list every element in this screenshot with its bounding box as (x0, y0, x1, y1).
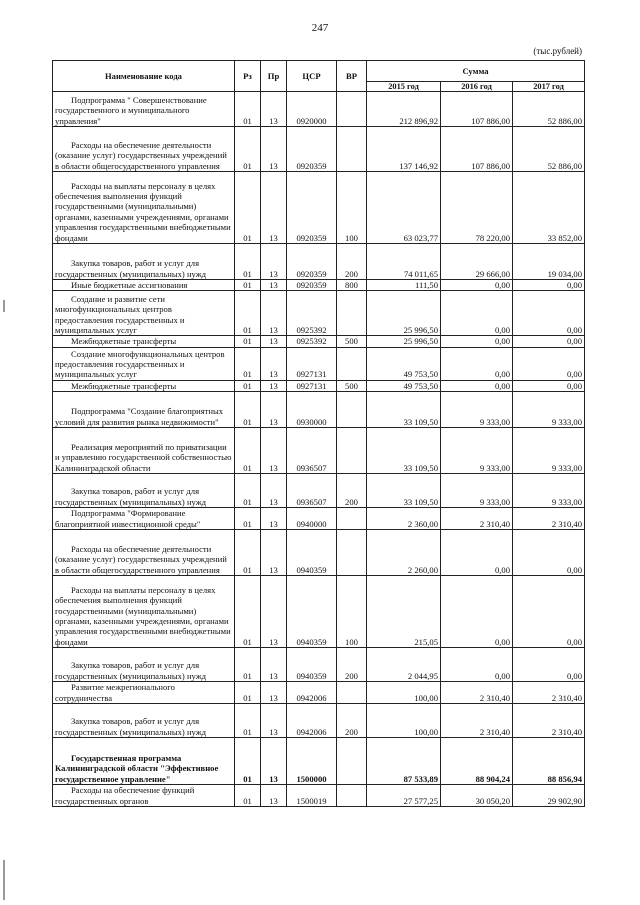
row-pr: 13 (261, 682, 287, 704)
table-row (53, 244, 585, 280)
row-pr: 13 (261, 347, 287, 380)
row-pr: 13 (261, 648, 287, 682)
table-row (53, 785, 585, 807)
row-rz: 01 (235, 576, 261, 648)
header-2017: 2017 год (513, 82, 585, 92)
budget-table (52, 60, 585, 807)
row-value-2016: 0,00 (441, 336, 513, 347)
table-row (53, 576, 585, 648)
row-rz: 01 (235, 347, 261, 380)
table-body (53, 92, 585, 807)
header-pr: Пр (261, 61, 287, 92)
row-value-2016: 2 310,40 (441, 682, 513, 704)
row-pr: 13 (261, 530, 287, 576)
row-value-2016: 107 886,00 (441, 92, 513, 127)
row-name: Закупка товаров, работ и услуг для государственных (муниципальных) нужд (53, 244, 235, 280)
row-value-2017: 0,00 (513, 336, 585, 347)
row-vr: 200 (337, 648, 367, 682)
row-value-2016: 0,00 (441, 291, 513, 336)
header-2015: 2015 год (367, 82, 441, 92)
row-vr (337, 127, 367, 172)
row-pr: 13 (261, 336, 287, 347)
header-rz: Рз (235, 61, 261, 92)
row-name: Развитие межрегионального сотрудничества (53, 682, 235, 704)
row-value-2017: 0,00 (513, 530, 585, 576)
row-value-2016: 2 310,40 (441, 704, 513, 738)
row-pr: 13 (261, 244, 287, 280)
row-value-2015: 33 109,50 (367, 392, 441, 428)
row-value-2016: 78 220,00 (441, 172, 513, 244)
row-csr: 0942006 (287, 682, 337, 704)
row-rz: 01 (235, 127, 261, 172)
page-number: 247 (311, 22, 329, 34)
row-rz: 01 (235, 682, 261, 704)
row-value-2015: 100,00 (367, 704, 441, 738)
row-vr (337, 392, 367, 428)
row-csr: 0920359 (287, 280, 337, 291)
row-name: Расходы на обеспечение деятельности (оказание услуг) государственных учреждений в области общегосударственного управления (53, 530, 235, 576)
table-row (53, 474, 585, 508)
row-value-2015: 27 577,25 (367, 785, 441, 807)
row-value-2016: 9 333,00 (441, 474, 513, 508)
table-row (53, 648, 585, 682)
row-pr: 13 (261, 508, 287, 530)
header-sum: Сумма (367, 61, 585, 82)
row-rz: 01 (235, 474, 261, 508)
row-value-2016: 9 333,00 (441, 392, 513, 428)
row-name: Расходы на обеспечение функций государственных органов (53, 785, 235, 807)
row-value-2017: 52 886,00 (513, 127, 585, 172)
table-row (53, 347, 585, 380)
row-csr: 0920000 (287, 92, 337, 127)
row-value-2015: 100,00 (367, 682, 441, 704)
row-vr (337, 738, 367, 785)
row-vr: 100 (337, 576, 367, 648)
row-value-2015: 49 753,50 (367, 347, 441, 380)
row-pr: 13 (261, 474, 287, 508)
row-csr: 0927131 (287, 347, 337, 380)
row-pr: 13 (261, 428, 287, 474)
row-pr: 13 (261, 785, 287, 807)
row-value-2016: 0,00 (441, 380, 513, 391)
row-csr: 0936507 (287, 474, 337, 508)
table-row (53, 380, 585, 391)
row-pr: 13 (261, 380, 287, 391)
row-rz: 01 (235, 280, 261, 291)
row-vr: 200 (337, 244, 367, 280)
row-pr: 13 (261, 704, 287, 738)
row-rz: 01 (235, 336, 261, 347)
row-pr: 13 (261, 92, 287, 127)
row-csr: 0920359 (287, 244, 337, 280)
table-row (53, 280, 585, 291)
row-rz: 01 (235, 392, 261, 428)
row-value-2016: 29 666,00 (441, 244, 513, 280)
row-value-2015: 33 109,50 (367, 474, 441, 508)
row-pr: 13 (261, 738, 287, 785)
row-rz: 01 (235, 508, 261, 530)
row-value-2016: 88 904,24 (441, 738, 513, 785)
header-csr: ЦСР (287, 61, 337, 92)
table-row (53, 336, 585, 347)
row-vr: 200 (337, 704, 367, 738)
table-row (53, 704, 585, 738)
row-name: Закупка товаров, работ и услуг для государственных (муниципальных) нужд (53, 704, 235, 738)
row-rz: 01 (235, 380, 261, 391)
row-csr: 1500000 (287, 738, 337, 785)
row-name: Межбюджетные трансферты (53, 336, 235, 347)
row-csr: 0940359 (287, 576, 337, 648)
row-vr: 500 (337, 380, 367, 391)
scan-edge-mark (3, 860, 5, 900)
row-value-2015: 25 996,50 (367, 336, 441, 347)
row-value-2017: 29 902,90 (513, 785, 585, 807)
row-csr: 0942006 (287, 704, 337, 738)
row-name: Расходы на обеспечение деятельности (оказание услуг) государственных учреждений в области общегосударственного управления (53, 127, 235, 172)
row-vr (337, 92, 367, 127)
units-note: (тыс.рублей) (533, 46, 582, 56)
table-row (53, 92, 585, 127)
row-name: Расходы на выплаты персоналу в целях обеспечения выполнения функций государственными (муниципальными) органами, казенными учреждениями, органами управления государственными внебюджетными фондами (53, 172, 235, 244)
scan-edge-mark (3, 300, 5, 312)
row-vr (337, 428, 367, 474)
row-value-2015: 215,05 (367, 576, 441, 648)
row-name: Закупка товаров, работ и услуг для государственных (муниципальных) нужд (53, 474, 235, 508)
table-row (53, 508, 585, 530)
header-name: Наименование кода (53, 61, 235, 92)
row-csr: 0920359 (287, 127, 337, 172)
row-value-2015: 49 753,50 (367, 380, 441, 391)
row-name: Создание и развитие сети многофункциональных центров предоставления государственных и муниципальных услуг (53, 291, 235, 336)
row-pr: 13 (261, 392, 287, 428)
row-value-2016: 0,00 (441, 347, 513, 380)
row-value-2016: 0,00 (441, 530, 513, 576)
row-value-2017: 2 310,40 (513, 682, 585, 704)
row-csr: 0920359 (287, 172, 337, 244)
row-rz: 01 (235, 704, 261, 738)
row-value-2017: 88 856,94 (513, 738, 585, 785)
row-value-2017: 9 333,00 (513, 474, 585, 508)
row-name: Иные бюджетные ассигнования (53, 280, 235, 291)
row-value-2017: 2 310,40 (513, 508, 585, 530)
row-value-2016: 2 310,40 (441, 508, 513, 530)
row-csr: 0925392 (287, 336, 337, 347)
row-value-2015: 87 533,89 (367, 738, 441, 785)
row-pr: 13 (261, 127, 287, 172)
row-csr: 0927131 (287, 380, 337, 391)
row-name: Создание многофункциональных центров предоставления государственных и муниципальных услуг (53, 347, 235, 380)
row-value-2015: 137 146,92 (367, 127, 441, 172)
row-value-2015: 25 996,50 (367, 291, 441, 336)
row-value-2017: 0,00 (513, 648, 585, 682)
row-name: Подпрограмма "Формирование благоприятной инвестиционной среды" (53, 508, 235, 530)
row-csr: 0936507 (287, 428, 337, 474)
row-value-2015: 33 109,50 (367, 428, 441, 474)
row-value-2016: 9 333,00 (441, 428, 513, 474)
row-value-2016: 30 050,20 (441, 785, 513, 807)
row-rz: 01 (235, 172, 261, 244)
row-value-2017: 0,00 (513, 280, 585, 291)
row-value-2017: 0,00 (513, 347, 585, 380)
row-vr (337, 530, 367, 576)
row-value-2017: 52 886,00 (513, 92, 585, 127)
row-pr: 13 (261, 291, 287, 336)
row-value-2015: 2 360,00 (367, 508, 441, 530)
row-value-2017: 2 310,40 (513, 704, 585, 738)
row-value-2017: 0,00 (513, 380, 585, 391)
row-name: Реализация мероприятий по приватизации и управлению государственной собственностью Калининградской области (53, 428, 235, 474)
row-value-2015: 2 260,00 (367, 530, 441, 576)
header-2016: 2016 год (441, 82, 513, 92)
row-value-2016: 0,00 (441, 576, 513, 648)
header-vr: ВР (337, 61, 367, 92)
row-pr: 13 (261, 576, 287, 648)
row-csr: 0940000 (287, 508, 337, 530)
table-row (53, 392, 585, 428)
row-rz: 01 (235, 244, 261, 280)
row-value-2017: 9 333,00 (513, 392, 585, 428)
row-value-2015: 212 896,92 (367, 92, 441, 127)
row-csr: 0940359 (287, 530, 337, 576)
table-row (53, 291, 585, 336)
row-vr: 500 (337, 336, 367, 347)
row-value-2017: 33 852,00 (513, 172, 585, 244)
row-vr (337, 682, 367, 704)
row-rz: 01 (235, 648, 261, 682)
row-value-2016: 0,00 (441, 648, 513, 682)
row-pr: 13 (261, 172, 287, 244)
row-rz: 01 (235, 738, 261, 785)
table-row (53, 172, 585, 244)
row-vr: 800 (337, 280, 367, 291)
row-name: Межбюджетные трансферты (53, 380, 235, 391)
table-row (53, 127, 585, 172)
row-vr (337, 291, 367, 336)
row-name: Подпрограмма "Создание благоприятных условий для развития рынка недвижимости" (53, 392, 235, 428)
row-csr: 0930000 (287, 392, 337, 428)
row-rz: 01 (235, 92, 261, 127)
row-value-2015: 74 011,65 (367, 244, 441, 280)
row-vr (337, 508, 367, 530)
row-value-2015: 63 023,77 (367, 172, 441, 244)
row-vr (337, 347, 367, 380)
row-name: Расходы на выплаты персоналу в целях обеспечения выполнения функций государственными (муниципальными) органами, казенными учреждениями, органами управления государственными внебюджетными фондами (53, 576, 235, 648)
table-row (53, 738, 585, 785)
row-value-2017: 0,00 (513, 291, 585, 336)
row-vr: 200 (337, 474, 367, 508)
row-value-2015: 2 044,95 (367, 648, 441, 682)
row-value-2017: 0,00 (513, 576, 585, 648)
row-name: Государственная программа Калининградской области "Эффективное государственное управление" (53, 738, 235, 785)
table-row (53, 530, 585, 576)
row-rz: 01 (235, 785, 261, 807)
row-rz: 01 (235, 428, 261, 474)
table-row (53, 682, 585, 704)
row-pr: 13 (261, 280, 287, 291)
row-value-2017: 19 034,00 (513, 244, 585, 280)
row-csr: 0940359 (287, 648, 337, 682)
row-value-2016: 107 886,00 (441, 127, 513, 172)
row-value-2016: 0,00 (441, 280, 513, 291)
row-name: Закупка товаров, работ и услуг для государственных (муниципальных) нужд (53, 648, 235, 682)
row-csr: 0925392 (287, 291, 337, 336)
row-vr (337, 785, 367, 807)
row-rz: 01 (235, 530, 261, 576)
row-csr: 1500019 (287, 785, 337, 807)
row-rz: 01 (235, 291, 261, 336)
row-name: Подпрограмма " Совершенствование государственного и муниципального управления" (53, 92, 235, 127)
row-value-2015: 111,50 (367, 280, 441, 291)
row-vr: 100 (337, 172, 367, 244)
table-row (53, 428, 585, 474)
row-value-2017: 9 333,00 (513, 428, 585, 474)
